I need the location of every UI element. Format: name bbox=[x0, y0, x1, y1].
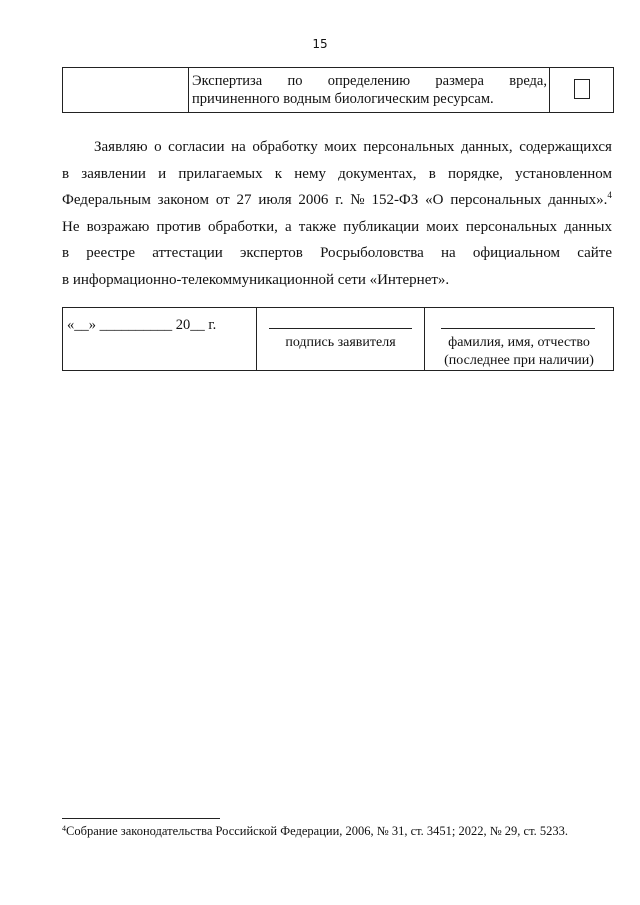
name-line[interactable] bbox=[441, 328, 595, 329]
consent-word: 27 bbox=[236, 192, 252, 208]
consent-word: экспертов bbox=[239, 245, 303, 261]
footnote-number: 4 bbox=[62, 824, 66, 833]
consent-line bbox=[62, 134, 612, 161]
footnote-text: Собрание законодательства Российской Федерации, 2006, № 31, ст. 3451; 2022, № 29, ст. 5233. bbox=[66, 824, 568, 838]
service-checkbox[interactable] bbox=[574, 79, 590, 99]
date-cell bbox=[63, 308, 257, 371]
consent-word: на bbox=[441, 245, 456, 261]
service-row bbox=[63, 68, 614, 113]
consent-word: персональных bbox=[465, 218, 557, 235]
name-caption-2: (последнее при наличии) bbox=[444, 353, 594, 368]
consent-word: персональных bbox=[363, 139, 455, 155]
consent-word: на bbox=[231, 139, 246, 155]
service-description-cell bbox=[189, 68, 550, 113]
consent-word: возражаю bbox=[86, 218, 150, 235]
consent-word: моих bbox=[324, 139, 357, 155]
consent-word: обработку bbox=[252, 139, 318, 155]
checkbox-cell bbox=[550, 68, 614, 113]
consent-word: г. bbox=[335, 192, 344, 208]
consent-word: к bbox=[274, 165, 283, 182]
consent-word: публикации bbox=[343, 218, 420, 235]
consent-word: июля bbox=[258, 192, 292, 208]
consent-word: прилагаемых bbox=[178, 165, 263, 182]
consent-word: в bbox=[62, 245, 70, 261]
consent-word: нему bbox=[294, 165, 326, 182]
consent-word: «О bbox=[425, 192, 444, 208]
consent-word: согласии bbox=[168, 139, 225, 155]
consent-line bbox=[62, 187, 612, 214]
consent-word: а bbox=[284, 218, 292, 235]
date-field[interactable]: «__» __________ 20__ г. bbox=[67, 317, 217, 333]
footnote-rule bbox=[62, 818, 220, 819]
service-line-2: причиненного водным биологическим ресурсам. bbox=[192, 90, 494, 107]
signature-table bbox=[62, 307, 614, 371]
consent-word: законом bbox=[157, 192, 209, 208]
name-caption-1: фамилия, имя, отчество bbox=[448, 335, 590, 350]
consent-word: Росрыболовства bbox=[320, 245, 424, 261]
consent-word: 2006 bbox=[298, 192, 329, 208]
signature-line[interactable] bbox=[269, 328, 412, 329]
consent-line bbox=[62, 240, 612, 267]
consent-word: заявлении bbox=[81, 165, 146, 182]
consent-word: против bbox=[156, 218, 201, 235]
footnote bbox=[62, 824, 622, 839]
service-empty-cell bbox=[63, 68, 189, 113]
service-word: Экспертиза bbox=[192, 72, 263, 89]
consent-word: № bbox=[350, 192, 365, 208]
consent-word: реестре bbox=[86, 245, 136, 261]
consent-last-line: в информационно-телекоммуникационной сети «Интернет». bbox=[62, 271, 450, 288]
consent-word: о bbox=[154, 139, 162, 155]
service-word: размера bbox=[435, 72, 484, 89]
consent-word: содержащихся bbox=[519, 139, 612, 155]
consent-word: официальном bbox=[472, 245, 561, 261]
consent-word: данных, bbox=[460, 139, 513, 155]
consent-word: Не bbox=[62, 218, 80, 235]
consent-word: Заявляю bbox=[94, 139, 148, 155]
consent-word: порядке, bbox=[448, 165, 503, 182]
service-table bbox=[62, 67, 614, 113]
service-word: определению bbox=[327, 72, 411, 89]
consent-word: в bbox=[428, 165, 436, 182]
signature-cell bbox=[257, 308, 425, 371]
consent-word: Федеральным bbox=[62, 192, 151, 208]
consent-word: данных bbox=[564, 218, 612, 235]
consent-line bbox=[62, 214, 612, 241]
consent-word: от bbox=[215, 192, 230, 208]
consent-word: моих bbox=[426, 218, 459, 235]
page-number: 15 bbox=[312, 37, 328, 51]
consent-word: документах, bbox=[338, 165, 417, 182]
service-word: по bbox=[287, 72, 303, 89]
consent-word: 152-ФЗ bbox=[371, 192, 419, 208]
consent-word: также bbox=[298, 218, 337, 235]
consent-line bbox=[62, 161, 612, 188]
service-line-1 bbox=[192, 72, 547, 90]
consent-word: сайте bbox=[577, 245, 612, 261]
service-word: вреда, bbox=[509, 72, 547, 89]
signature-caption: подпись заявителя bbox=[285, 335, 396, 350]
consent-word: обработки, bbox=[208, 218, 278, 235]
consent-word: персональных bbox=[450, 192, 542, 208]
consent-word: установленном bbox=[515, 165, 612, 182]
footnote-ref: 4 bbox=[607, 190, 612, 200]
consent-word: и bbox=[158, 165, 167, 182]
consent-word: аттестации bbox=[152, 245, 223, 261]
consent-statement bbox=[62, 134, 612, 293]
consent-word: в bbox=[62, 165, 70, 182]
name-cell bbox=[425, 308, 614, 371]
consent-word: данных».$^4$ bbox=[548, 190, 612, 208]
